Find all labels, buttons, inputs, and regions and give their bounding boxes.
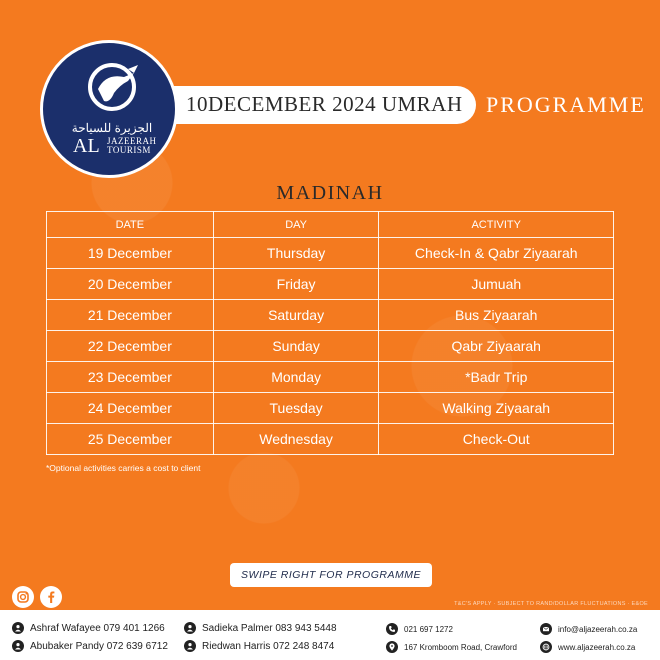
footer-contacts: [0, 610, 660, 660]
table-row: [47, 331, 614, 362]
contact-email-text: info@aljazeerah.co.za: [558, 624, 638, 634]
cell-date: 20 December: [47, 269, 214, 300]
page-title: 10DECEMBER 2024 UMRAH: [186, 92, 463, 116]
logo-name-line2: TOURISM: [107, 145, 151, 155]
person-icon: [184, 640, 196, 652]
column-header-day: DAY: [213, 212, 379, 238]
logo-name-line1: JAZEERAH: [107, 136, 157, 146]
table-row: [47, 393, 614, 424]
contact-person-4: [184, 640, 334, 652]
instagram-link[interactable]: [12, 586, 34, 608]
contact-phone[interactable]: [386, 623, 453, 635]
person-icon: [184, 622, 196, 634]
cell-date: 21 December: [47, 300, 214, 331]
logo-emblem-icon: [84, 59, 140, 115]
table-row: [47, 300, 614, 331]
logo-al: AL: [73, 135, 100, 157]
logo-name: [107, 137, 157, 155]
table-row: [47, 238, 614, 269]
footnote: *Optional activities carries a cost to client: [46, 463, 201, 473]
section-title: MADINAH: [276, 182, 384, 204]
contact-person-2: [12, 640, 168, 652]
email-icon: [540, 623, 552, 635]
contact-phone-text: 021 697 1272: [404, 624, 453, 634]
cell-activity: Bus Ziyaarah: [379, 300, 614, 331]
cell-day: Saturday: [213, 300, 379, 331]
contact-email[interactable]: [540, 623, 637, 635]
page-subtitle: PROGRAMME: [486, 92, 646, 117]
table-row: [47, 269, 614, 300]
facebook-icon: [40, 586, 62, 608]
cell-date: 25 December: [47, 424, 214, 455]
facebook-link[interactable]: [40, 586, 62, 608]
contact-address: [386, 641, 517, 653]
contact-person-2-text: Abubaker Pandy 072 639 6712: [30, 640, 168, 652]
cell-day: Tuesday: [213, 393, 379, 424]
contact-person-4-text: Riedwan Harris 072 248 8474: [202, 640, 335, 652]
cell-activity: *Badr Trip: [379, 362, 614, 393]
cell-day: Friday: [213, 269, 379, 300]
table-row: [47, 424, 614, 455]
cell-activity: Qabr Ziyaarah: [379, 331, 614, 362]
company-logo: [40, 40, 178, 178]
logo-arabic-text: الجزيرة للسياحة: [71, 121, 153, 135]
table-header-row: [47, 212, 614, 238]
cell-day: Wednesday: [213, 424, 379, 455]
cell-activity: Walking Ziyaarah: [379, 393, 614, 424]
contact-address-text: 167 Kromboom Road, Crawford: [404, 642, 517, 652]
contact-person-3: [184, 622, 337, 634]
swipe-right-button[interactable]: SWIPE RIGHT FOR PROGRAMME: [230, 563, 432, 587]
cell-day: Thursday: [213, 238, 379, 269]
cell-date: 22 December: [47, 331, 214, 362]
cell-date: 23 December: [47, 362, 214, 393]
cell-date: 24 December: [47, 393, 214, 424]
person-icon: [12, 640, 24, 652]
column-header-date: DATE: [47, 212, 214, 238]
contact-person-1: [12, 622, 165, 634]
table-row: [47, 362, 614, 393]
cell-date: 19 December: [47, 238, 214, 269]
column-header-activity: ACTIVITY: [379, 212, 614, 238]
person-icon: [12, 622, 24, 634]
cell-activity: Jumuah: [379, 269, 614, 300]
contact-person-1-text: Ashraf Wafayee 079 401 1266: [30, 622, 165, 634]
contact-person-3-text: Sadieka Palmer 083 943 5448: [202, 622, 337, 634]
terms-note: T&C'S APPLY · SUBJECT TO RAND/DOLLAR FLUCTUATIONS · E&OE: [454, 601, 648, 607]
contact-website-text: www.aljazeerah.co.za: [558, 642, 636, 652]
cell-activity: Check-In & Qabr Ziyaarah: [379, 238, 614, 269]
cell-activity: Check-Out: [379, 424, 614, 455]
location-pin-icon: [386, 641, 398, 653]
cell-day: Monday: [213, 362, 379, 393]
phone-icon: [386, 623, 398, 635]
globe-icon: [540, 641, 552, 653]
cell-day: Sunday: [213, 331, 379, 362]
instagram-icon: [12, 586, 34, 608]
schedule-table: [46, 211, 614, 455]
contact-website[interactable]: [540, 641, 635, 653]
